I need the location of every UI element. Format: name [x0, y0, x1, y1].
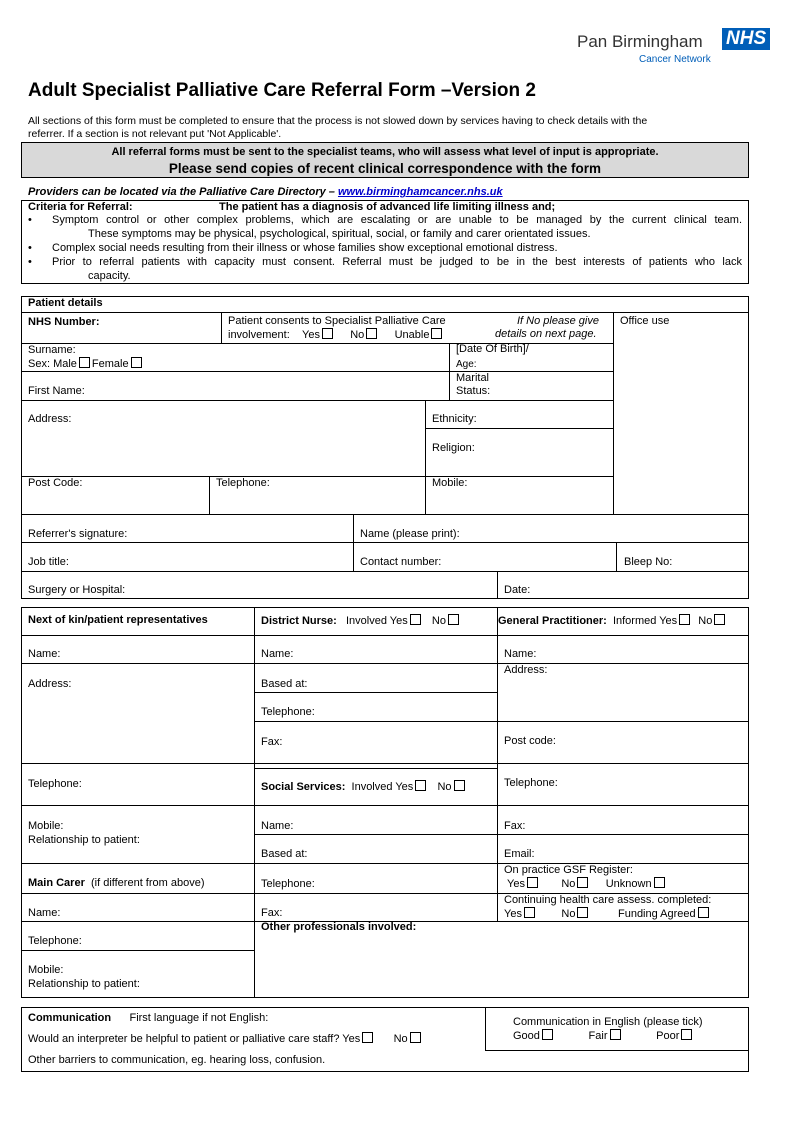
providers-text: Providers can be located via the Palliative Care Directory – www.birminghamcancer.nhs.uk — [28, 186, 503, 198]
sex-field: Sex: Male Female — [28, 357, 144, 371]
poor-checkbox[interactable] — [681, 1029, 692, 1040]
ss-telephone-field[interactable]: Telephone: — [261, 878, 315, 890]
banner-line-2: Please send copies of recent clinical correspondence with the form — [168, 161, 602, 176]
gsf-unknown-checkbox[interactable] — [654, 877, 665, 888]
logo-name: Pan Birmingham — [577, 32, 703, 51]
chc-label: Continuing health care assess. completed: — [504, 894, 712, 906]
religion-field[interactable]: Religion: — [432, 442, 475, 454]
criteria-heading: The patient has a diagnosis of advanced life limiting illness and; — [219, 201, 556, 213]
gp-telephone-field[interactable]: Telephone: — [504, 777, 558, 789]
consent-line-1: Patient consents to Specialist Palliative Care — [228, 315, 446, 327]
district-nurse-heading: District Nurse: Involved Yes No — [261, 614, 461, 628]
office-use-label: Office use — [620, 315, 670, 327]
banner-line-1: All referral forms must be sent to the specialist teams, who will assess what level of input is appropriate. — [111, 146, 659, 158]
gp-fax-field[interactable]: Fax: — [504, 820, 526, 832]
interpreter-no-checkbox[interactable] — [410, 1032, 421, 1043]
carer-telephone-field[interactable]: Telephone: — [28, 935, 82, 947]
gp-postcode-field[interactable]: Post code: — [504, 735, 556, 747]
gsf-options: Yes No Unknown — [507, 877, 667, 891]
funding-checkbox[interactable] — [698, 907, 709, 918]
contact-number-field[interactable]: Contact number: — [360, 556, 442, 568]
page-title: Adult Specialist Palliative Care Referral Form –Version 2 — [28, 80, 536, 101]
carer-relationship-field[interactable]: Relationship to patient: — [28, 978, 140, 990]
bleep-field[interactable]: Bleep No: — [624, 556, 673, 568]
bullet-icon: • — [28, 242, 32, 254]
chc-options: Yes No Funding Agreed — [504, 907, 711, 921]
patient-mobile-field[interactable]: Mobile: — [432, 477, 468, 489]
criteria-bullet-3b: capacity. — [88, 270, 131, 282]
interpreter-question: Would an interpreter be helpful to patient or palliative care staff? Yes No — [28, 1032, 423, 1046]
dob-field[interactable]: [Date Of Birth]/ — [456, 343, 529, 355]
kin-relationship-field[interactable]: Relationship to patient: — [28, 834, 140, 846]
carer-name-field[interactable]: Name: — [28, 907, 61, 919]
postcode-field[interactable]: Post Code: — [28, 477, 83, 489]
ss-name-field[interactable]: Name: — [261, 820, 294, 832]
intro-line-2: referrer. If a section is not relevant put 'Not Applicable'. — [28, 128, 282, 140]
gp-yes-checkbox[interactable] — [679, 614, 690, 625]
ss-no-checkbox[interactable] — [454, 780, 465, 791]
ss-based-field[interactable]: Based at: — [261, 848, 308, 860]
surgery-field[interactable]: Surgery or Hospital: — [28, 584, 126, 596]
dn-no-checkbox[interactable] — [448, 614, 459, 625]
marital-line-1: Marital — [456, 372, 490, 384]
dn-fax-field[interactable]: Fax: — [261, 736, 283, 748]
kin-address-field[interactable]: Address: — [28, 678, 72, 690]
bullet-icon: • — [28, 256, 32, 268]
gp-email-field[interactable]: Email: — [504, 848, 535, 860]
patient-telephone-field[interactable]: Telephone: — [216, 477, 270, 489]
gp-name-field[interactable]: Name: — [504, 648, 537, 660]
dn-name-field[interactable]: Name: — [261, 648, 294, 660]
if-no-line-2: details on next page. — [495, 328, 597, 340]
good-checkbox[interactable] — [542, 1029, 553, 1040]
kin-heading: Next of kin/patient representatives — [28, 614, 208, 626]
dn-telephone-field[interactable]: Telephone: — [261, 706, 315, 718]
address-field[interactable]: Address: — [28, 413, 72, 425]
intro-line-1: All sections of this form must be completed to ensure that the process is not slowed down by services having to check details with the — [28, 115, 648, 127]
providers-link[interactable]: www.birminghamcancer.nhs.uk — [337, 186, 503, 198]
nhs-number-label: NHS Number: — [28, 316, 100, 328]
criteria-bullet-1b: These symptoms may be physical, psychological, spiritual, social, or family and carer orientated issues. — [88, 228, 591, 240]
gp-no-checkbox[interactable] — [714, 614, 725, 625]
age-field[interactable]: Age: — [456, 359, 477, 370]
consent-line-2: involvement: Yes No Unable — [228, 328, 444, 342]
sex-male-checkbox[interactable] — [79, 357, 90, 368]
kin-telephone-field[interactable]: Telephone: — [28, 778, 82, 790]
kin-mobile-field[interactable]: Mobile: — [28, 820, 64, 832]
criteria-label: Criteria for Referral: — [28, 201, 133, 213]
notice-banner — [21, 142, 749, 178]
dn-yes-checkbox[interactable] — [410, 614, 421, 625]
communication-heading: Communication First language if not English: — [28, 1012, 269, 1024]
other-professionals-field[interactable]: Other professionals involved: — [261, 921, 417, 933]
carer-mobile-field[interactable]: Mobile: — [28, 964, 64, 976]
gsf-yes-checkbox[interactable] — [527, 877, 538, 888]
chc-yes-checkbox[interactable] — [524, 907, 535, 918]
barriers-field[interactable]: Other barriers to communication, eg. hearing loss, confusion. — [28, 1054, 326, 1066]
bullet-icon: • — [28, 214, 32, 226]
ethnicity-field[interactable]: Ethnicity: — [432, 413, 477, 425]
consent-yes-checkbox[interactable] — [322, 328, 333, 339]
ss-fax-field[interactable]: Fax: — [261, 907, 283, 919]
first-name-field[interactable]: First Name: — [28, 385, 85, 397]
surname-field[interactable]: Surname: — [28, 344, 76, 356]
marital-status-field[interactable]: Status: — [456, 385, 491, 397]
english-options: Good Fair Poor — [513, 1029, 694, 1043]
job-title-field[interactable]: Job title: — [28, 556, 69, 568]
referrer-name-field[interactable]: Name (please print): — [360, 528, 460, 540]
interpreter-yes-checkbox[interactable] — [362, 1032, 373, 1043]
ss-yes-checkbox[interactable] — [415, 780, 426, 791]
fair-checkbox[interactable] — [610, 1029, 621, 1040]
social-services-heading: Social Services: Involved Yes No — [261, 780, 467, 794]
criteria-bullet-2: Complex social needs resulting from their illness or whose families show exceptional emotional distress. — [52, 242, 558, 254]
patient-section-title: Patient details — [28, 297, 103, 309]
gsf-label: On practice GSF Register: — [504, 864, 633, 876]
criteria-bullet-3a: Prior to referral patients with capacity must consent. Referral must be judged to be in the best interests of patients who lack — [52, 256, 742, 268]
gp-heading: General Practitioner: Informed Yes No — [498, 614, 727, 628]
dn-based-field[interactable]: Based at: — [261, 678, 308, 690]
sex-female-checkbox[interactable] — [131, 357, 142, 368]
gsf-no-checkbox[interactable] — [577, 877, 588, 888]
gp-address-field[interactable]: Address: — [504, 664, 548, 676]
logo-sub: Cancer Network — [639, 54, 711, 65]
chc-no-checkbox[interactable] — [577, 907, 588, 918]
nhs-badge: NHS — [722, 28, 770, 50]
criteria-bullet-1a: Symptom control or other complex problems, which are escalating or are unable to be managed by the current clinical team. — [52, 214, 742, 226]
referrer-date-field[interactable]: Date: — [504, 584, 531, 596]
referrer-signature-field[interactable]: Referrer's signature: — [28, 528, 128, 540]
consent-unable-checkbox[interactable] — [431, 328, 442, 339]
contacts-section — [21, 607, 749, 998]
english-label: Communication in English (please tick) — [513, 1016, 703, 1028]
kin-name-field[interactable]: Name: — [28, 648, 61, 660]
if-no-line-1: If No please give — [517, 315, 599, 327]
main-carer-heading: Main Carer (if different from above) — [28, 877, 205, 889]
consent-no-checkbox[interactable] — [366, 328, 377, 339]
